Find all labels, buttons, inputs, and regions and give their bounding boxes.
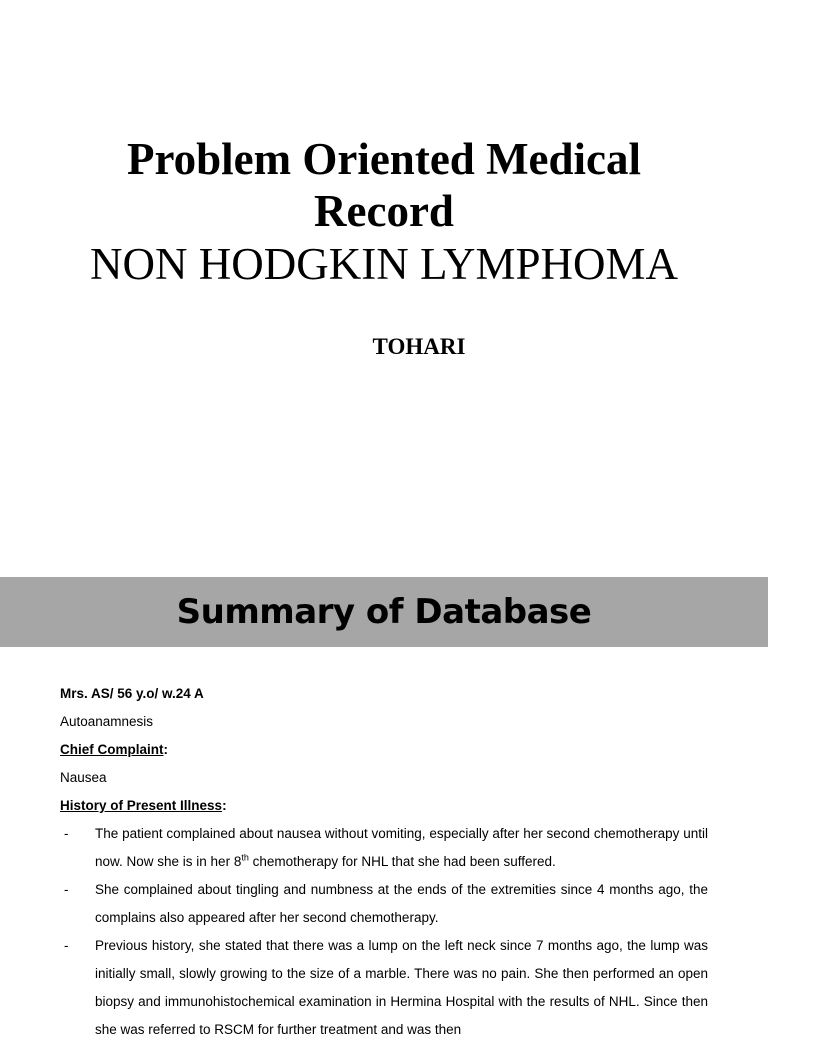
history-heading: History of Present Illness <box>60 798 223 813</box>
history-item-1-text: The patient complained about nausea without vomiting, especially after her second chemotherapy until now. Now she is in her 8 <box>95 826 708 869</box>
chief-complaint-heading-row <box>60 736 708 764</box>
chief-complaint-colon: : <box>163 742 168 757</box>
chief-complaint-value: Nausea <box>60 770 107 785</box>
anamnesis-type: Autoanamnesis <box>60 714 154 729</box>
history-item-1-text-end: chemotherapy for NHL that she had been suffered. <box>248 854 556 869</box>
summary-heading: Summary of Database <box>176 592 592 632</box>
author-name: TOHARI <box>372 334 466 359</box>
database-summary <box>60 680 708 1044</box>
history-item-2-text: She complained about tingling and numbness at the ends of the extremities since 4 months ago, the complains also appeared after her second chemotherapy. <box>95 882 708 925</box>
summary-banner <box>0 577 768 647</box>
history-item-3 <box>60 932 708 1044</box>
history-list <box>60 820 708 1044</box>
document-title <box>0 133 768 237</box>
document-subtitle: NON HODGKIN LYMPHOMA <box>90 239 678 289</box>
title-line-1: Problem Oriented Medical <box>126 134 642 184</box>
history-heading-row <box>60 792 708 820</box>
ordinal-suffix: th <box>241 852 249 863</box>
title-line-2: Record <box>314 186 454 236</box>
chief-complaint-heading: Chief Complaint <box>60 742 164 757</box>
history-item-3-text: Previous history, she stated that there was a lump on the left neck since 7 months ago, the lump was initially small, slowly growing to the size of a marble. There was no pain. She then performed an open biopsy and immunohistochemical examination in Hermina Hospital with the results of NHL. Since then she was referred to RSCM for further treatment and was then <box>95 938 708 1037</box>
history-colon: : <box>222 798 227 813</box>
history-item-2 <box>60 876 708 932</box>
history-item-1 <box>60 820 708 876</box>
patient-identity: Mrs. AS/ 56 y.o/ w.24 A <box>60 686 204 701</box>
